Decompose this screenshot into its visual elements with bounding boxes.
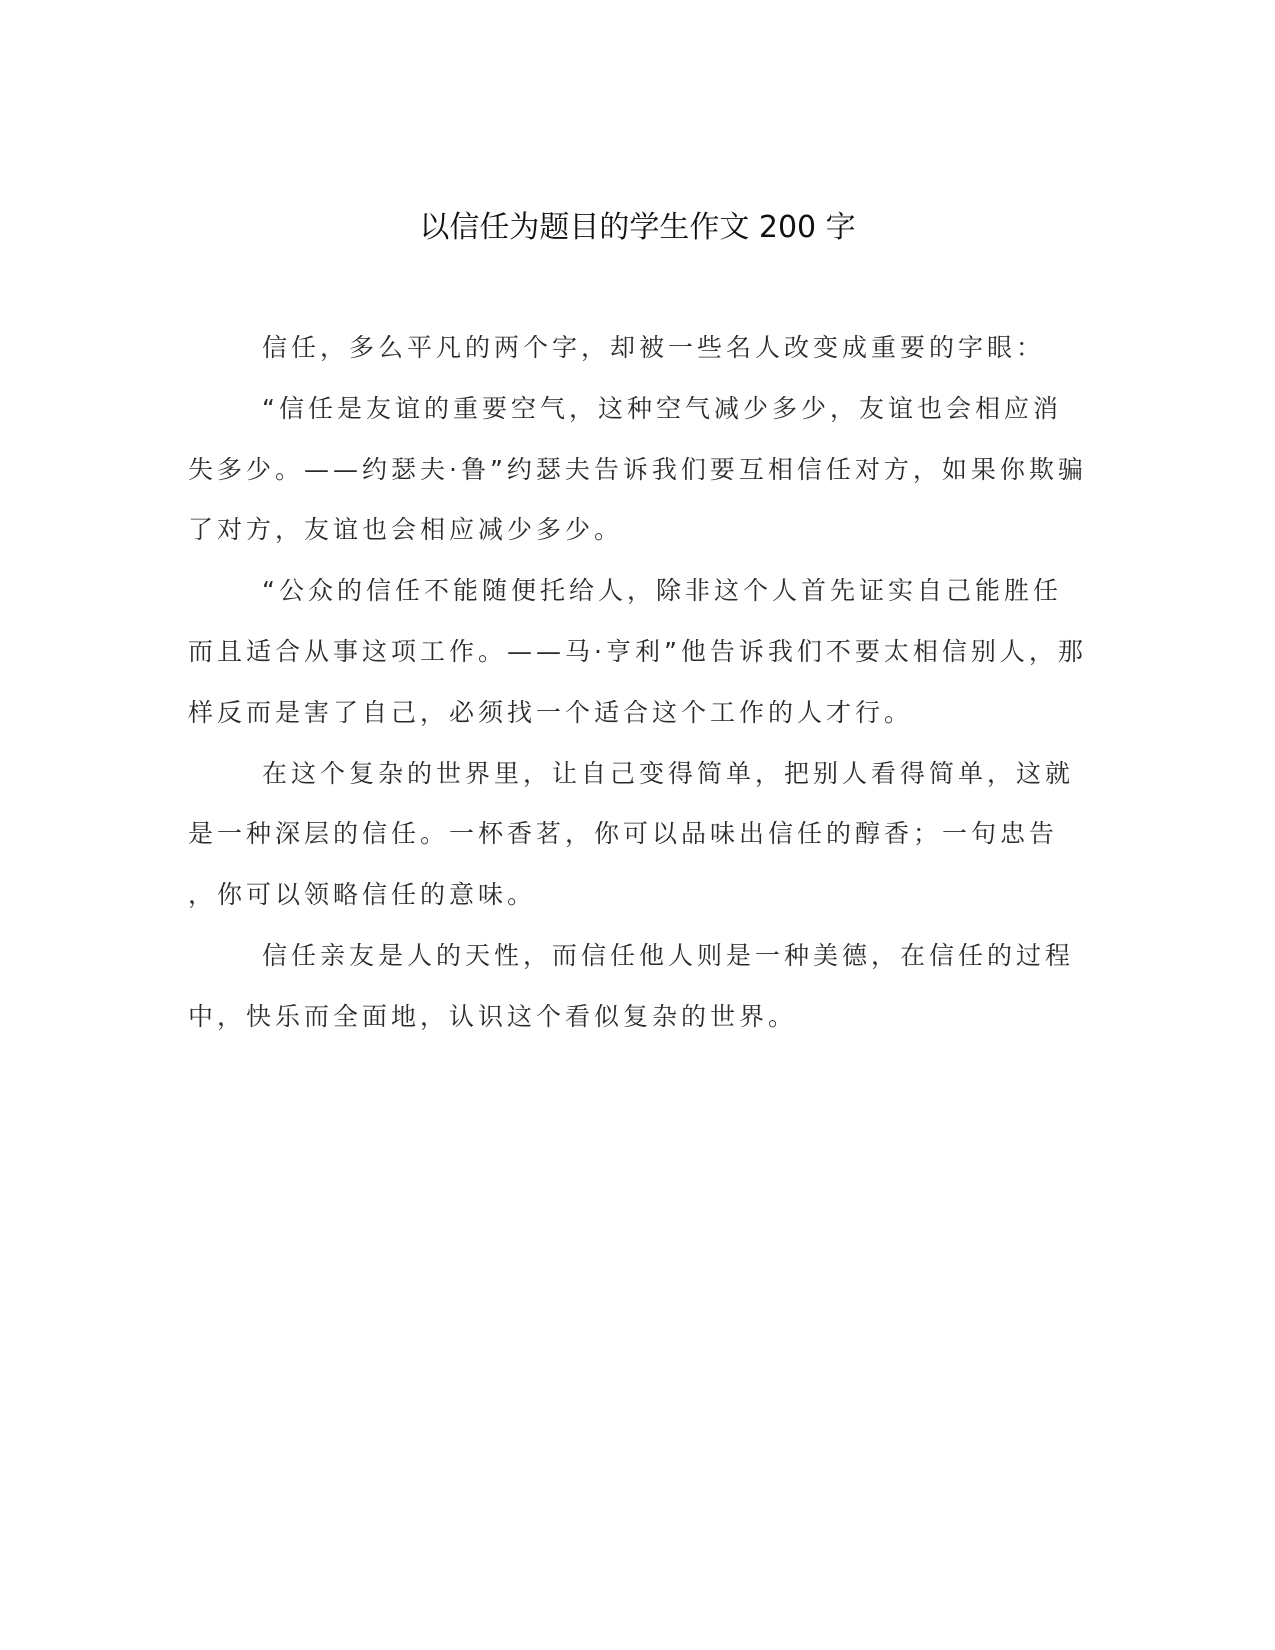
text-line: 了对方，友谊也会相应减少多少。	[188, 515, 624, 545]
text-line: 失多少。——约瑟夫·鲁”约瑟夫告诉我们要互相信任对方，如果你欺骗	[188, 454, 1087, 484]
text-line: “公众的信任不能随便托给人，除非这个人首先证实自己能胜任	[262, 576, 1062, 606]
text-line: 信任亲友是人的天性，而信任他人则是一种美德，在信任的过程	[262, 940, 1075, 970]
text-line: 在这个复杂的世界里，让自己变得简单，把别人看得简单，这就	[262, 758, 1075, 788]
document-body	[188, 330, 1087, 1060]
text-line: 中，快乐而全面地，认识这个看似复杂的世界。	[188, 1001, 798, 1031]
document-title: 以信任为题目的学生作文 200 字	[419, 210, 856, 245]
text-line: “信任是友谊的重要空气，这种空气减少多少，友谊也会相应消	[262, 393, 1062, 423]
text-line: 样反而是害了自己，必须找一个适合这个工作的人才行。	[188, 697, 914, 727]
text-line: 信任，多么平凡的两个字，却被一些名人改变成重要的字眼：	[262, 333, 1046, 362]
text-line: 而且适合从事这项工作。——马·亨利”他告诉我们不要太相信别人，那	[188, 636, 1087, 666]
text-line: ，你可以领略信任的意味。	[188, 880, 537, 910]
text-line: 是一种深层的信任。一杯香茗，你可以品味出信任的醇香；一句忠告	[188, 819, 1059, 849]
